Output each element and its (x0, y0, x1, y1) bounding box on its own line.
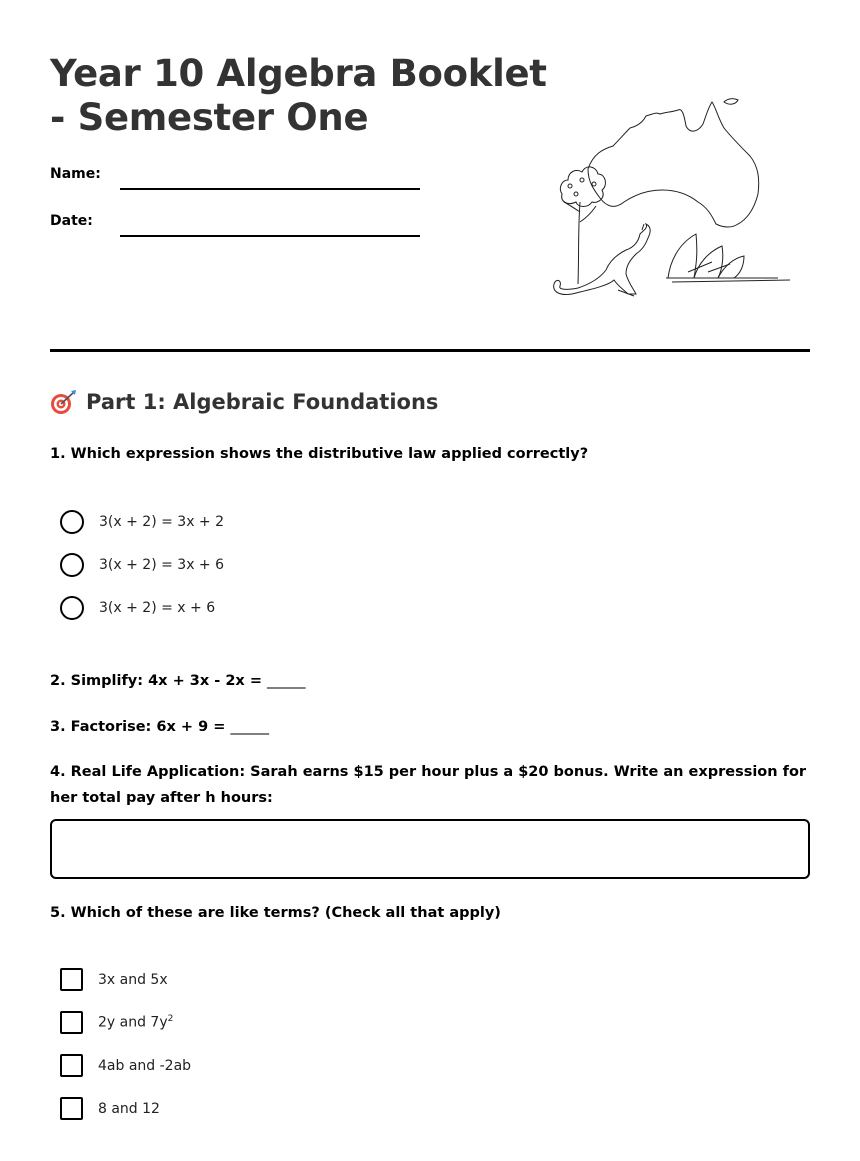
answer-blank[interactable]: ______ (230, 719, 268, 735)
answer-blank[interactable]: ______ (267, 673, 305, 689)
date-label: Date: (50, 213, 93, 229)
question-2-text: 2. Simplify: 4x + 3x - 2x = (50, 673, 268, 689)
question-1: 1. Which expression shows the distributive law applied correctly? (50, 446, 589, 462)
q1-option-3[interactable] (60, 596, 215, 620)
option-label: 3(x + 2) = x + 6 (99, 600, 216, 616)
title-line-1: Year 10 Algebra Booklet (50, 52, 547, 95)
q5-option-4[interactable] (60, 1097, 160, 1120)
option-label: 8 and 12 (98, 1100, 160, 1117)
q5-option-3[interactable] (60, 1054, 191, 1077)
q4-answer-box[interactable] (50, 819, 810, 879)
section-heading (50, 389, 438, 415)
date-line[interactable] (120, 235, 420, 237)
name-label: Name: (50, 166, 101, 182)
q1-option-2[interactable] (60, 553, 224, 577)
name-field-row (50, 166, 420, 182)
option-label: 2y and $7y^2$ (98, 1014, 174, 1031)
option-label: 3x and 5x (98, 971, 168, 988)
radio-button[interactable] (60, 596, 84, 620)
section-divider (50, 349, 810, 352)
title-line-2: - Semester One (50, 96, 369, 139)
q5-option-2[interactable] (60, 1011, 173, 1034)
section-title: Part 1: Algebraic Foundations (86, 390, 439, 414)
question-2 (50, 668, 810, 694)
checkbox[interactable] (60, 968, 83, 991)
checkbox[interactable] (60, 1011, 83, 1034)
checkbox[interactable] (60, 1097, 83, 1120)
question-3 (50, 714, 810, 740)
target-dart-icon (50, 389, 78, 415)
radio-button[interactable] (60, 510, 84, 534)
superscript: 2 (167, 1014, 174, 1025)
option-label: 3(x + 2) = 3x + 6 (99, 557, 225, 573)
q5-option-1[interactable] (60, 968, 168, 991)
name-line[interactable] (120, 188, 420, 190)
option-label: 4ab and -2ab (98, 1057, 192, 1074)
radio-button[interactable] (60, 553, 84, 577)
question-5: 5. Which of these are like terms? (Check all that apply) (50, 905, 501, 921)
question-4: 4. Real Life Application: Sarah earns $15 per hour plus a $20 bonus. Write an expression for her total pay after h hours: (50, 764, 807, 806)
q1-option-1[interactable] (60, 510, 224, 534)
date-field-row (50, 213, 420, 229)
option-label: 3(x + 2) = 3x + 2 (99, 514, 225, 530)
question-3-text: 3. Factorise: 6x + 9 = (50, 719, 231, 735)
page-title (50, 52, 550, 140)
australia-map-kangaroo-opera-house-icon (548, 94, 798, 304)
checkbox[interactable] (60, 1054, 83, 1077)
